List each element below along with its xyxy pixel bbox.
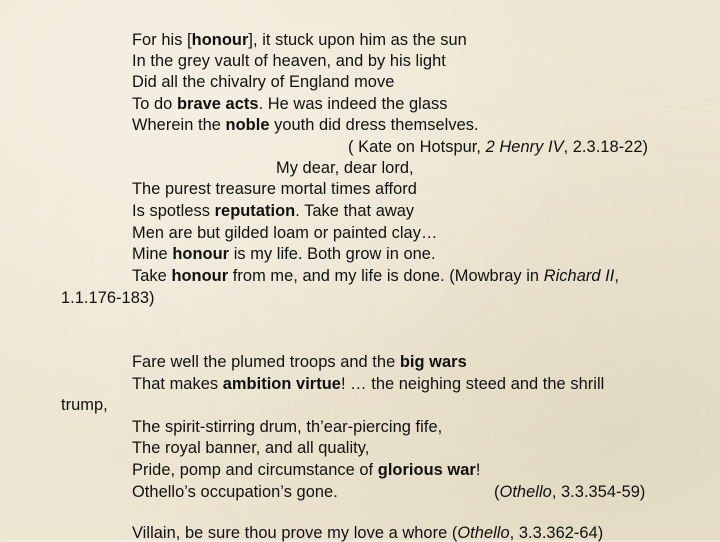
passage2-line3	[132, 203, 414, 219]
play-title: Othello	[457, 524, 510, 542]
passage3-line4: The spirit-stirring drum, th’ear-piercing fife,	[132, 418, 443, 436]
passage2-line4: Men are but gilded loam or painted clay…	[132, 224, 438, 242]
play-title: Othello	[499, 483, 552, 501]
emphasis-honour: honour	[191, 31, 249, 49]
passage3-line7: Othello’s occupation’s gone.	[132, 483, 338, 501]
text: . Take that away	[295, 202, 415, 220]
text: . He was indeed the glass	[258, 95, 448, 113]
text: Wherein the	[132, 116, 226, 134]
text: Pride, pomp and circumstance of	[132, 461, 378, 479]
passage3-line2	[132, 376, 604, 392]
text: ], it stuck upon him as the sun	[248, 31, 467, 49]
passage2-line6	[132, 268, 619, 284]
text: Mine	[132, 245, 173, 263]
text: , 3.3.354-59)	[551, 483, 646, 501]
passage3-line1	[132, 354, 467, 370]
text: ! … the neighing steed and the shrill	[340, 375, 605, 393]
text: from me, and my life is done. (Mowbray in	[228, 267, 544, 285]
text: To do	[132, 95, 177, 113]
text: That makes	[132, 375, 223, 393]
text: !	[475, 461, 481, 479]
passage3-line5: The royal banner, and all quality,	[132, 439, 370, 457]
passage1-line4	[132, 96, 448, 112]
play-title: 2 Henry IV	[485, 138, 564, 156]
emphasis-noble: noble	[225, 116, 270, 134]
passage1-line3: Did all the chivalry of England move	[132, 73, 395, 91]
passage2-line2: The purest treasure mortal times afford	[132, 180, 417, 198]
text: ( Kate on Hotspur,	[348, 138, 486, 156]
emphasis-big-wars: big wars	[399, 353, 467, 371]
passage1-line1	[132, 32, 467, 48]
emphasis-honour: honour	[172, 245, 230, 263]
text: is my life. Both grow in one.	[229, 245, 436, 263]
passage1-line5	[132, 117, 479, 133]
passage3-line6	[132, 462, 480, 478]
text: Villain, be sure thou prove my love a whore (	[132, 524, 458, 542]
text: Is spotless	[132, 202, 215, 220]
emphasis-honour: honour	[171, 267, 229, 285]
passage1-line2: In the grey vault of heaven, and by his light	[132, 52, 446, 70]
text: For his [	[132, 31, 192, 49]
text: youth did dress themselves.	[269, 116, 479, 134]
emphasis-reputation: reputation	[214, 202, 296, 220]
text: , 2.3.18-22)	[563, 138, 648, 156]
text: , 3.3.362-64)	[509, 524, 604, 542]
passage3-line3: trump,	[61, 396, 108, 414]
text: ,	[614, 267, 619, 285]
passage2-line5	[132, 246, 436, 262]
passage3-citation	[494, 484, 645, 500]
passage2-line7: 1.1.176-183)	[61, 289, 155, 307]
play-title: Richard II	[543, 267, 615, 285]
text: (	[494, 483, 500, 501]
emphasis-ambition-virtue: ambition virtue	[222, 375, 341, 393]
passage2-line1: My dear, dear lord,	[276, 159, 414, 177]
emphasis-glorious-war: glorious war	[377, 461, 476, 479]
text: Fare well the plumed troops and the	[132, 353, 400, 371]
emphasis-brave-acts: brave acts	[176, 95, 259, 113]
passage4-line1	[132, 525, 603, 541]
passage1-citation	[348, 139, 648, 155]
text: Take	[132, 267, 172, 285]
